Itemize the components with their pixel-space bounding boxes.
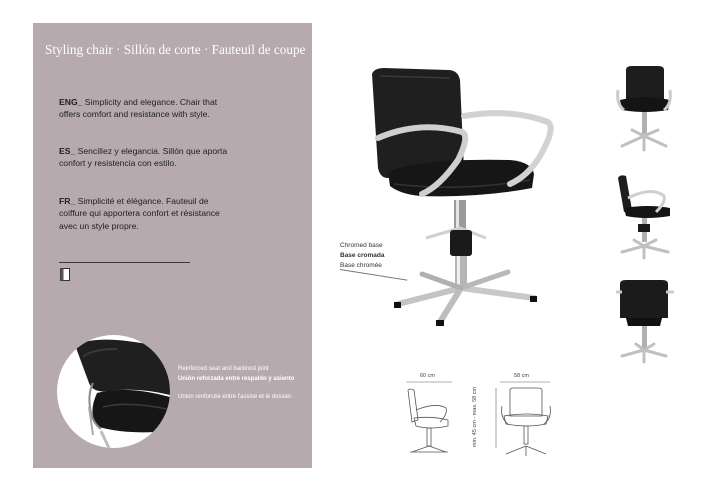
lang-tag-english: ENG_ [59,97,83,107]
joint-detail-photo [57,335,170,448]
detail-caption-es: Unión reforzada entre respaldo y asiento [178,376,295,382]
chair-side-thumbnail [612,172,676,262]
detail-caption-en: Reinforced seat and backrest joint [178,366,269,372]
description-french [59,195,229,232]
base-caption-fr: Base chromée [340,262,382,269]
document-icon [60,268,70,281]
lang-tag-spanish: ES_ [59,146,76,156]
base-caption-es: Base cromada [340,252,385,259]
description-text-english: Simplicity and elegance. Chair that offers comfort and resistance with style. [59,97,218,120]
lang-tag-french: FR_ [59,196,76,206]
description-text-french: Simplicité et élégance. Fauteuil de coiffure qui apportera confort et résistance avec un style propre. [59,196,220,231]
technical-drawing-front [500,388,552,458]
front-width-line [500,380,550,384]
divider [59,262,190,263]
base-caption-en: Chromed base [340,242,383,249]
dimension-side-width: 60 cm [420,373,435,379]
description-text-spanish: Sencillez y elegancia. Sillón que aporta confort y resistencia con estilo. [59,146,228,169]
chair-main-image [360,60,560,330]
chair-front-thumbnail [612,64,676,154]
detail-caption-fr: Union renforcée entre l'assise et le dossier. [178,394,293,400]
dimension-height-range: min. 45 cm - max. 58 cm [472,386,479,448]
side-width-line [406,380,452,384]
description-english [59,96,229,121]
info-panel [33,23,312,468]
technical-drawing-side [404,388,454,458]
height-range-line [494,388,498,448]
description-spanish [59,145,229,170]
page-title: Styling chair · Sillón de corte · Fauteuil de coupe [45,42,306,57]
chair-back-thumbnail [612,280,676,364]
dimension-front-width: 58 cm [514,373,529,379]
